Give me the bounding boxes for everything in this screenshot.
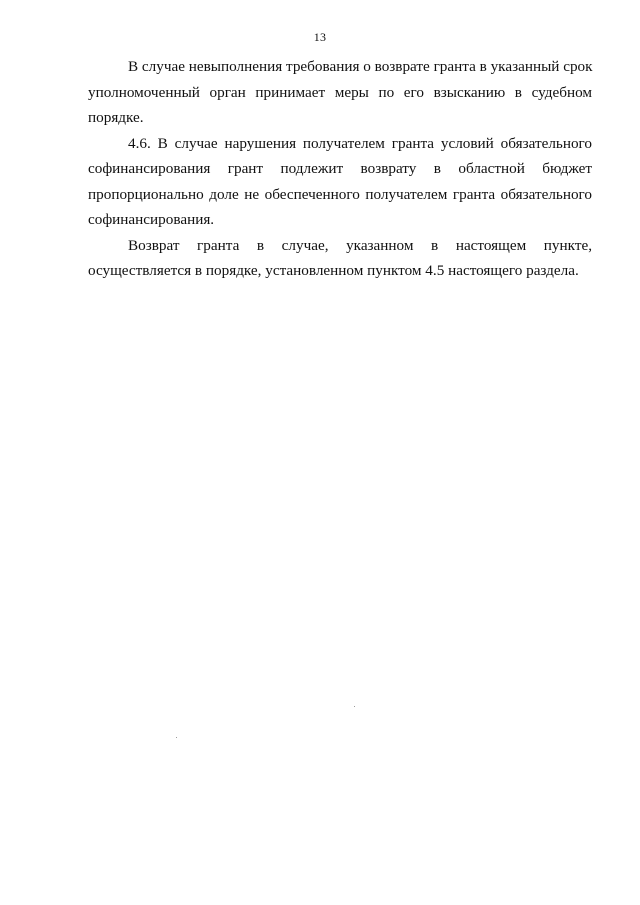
text-line: В случае невыполнения требования о возврате гранта в указанный срок	[128, 58, 593, 75]
paragraph-grant-recovery	[88, 54, 592, 131]
scan-speck	[354, 706, 355, 707]
text-line: пропорционально доле не обеспеченного получателем гранта обязательного	[88, 185, 592, 203]
text-line: софинансирования грант подлежит возврату в областной бюджет	[88, 160, 592, 177]
page-number: 13	[313, 30, 327, 44]
text-line: порядке.	[88, 109, 144, 126]
text-line: софинансирования.	[88, 211, 215, 228]
text-line: уполномоченный орган принимает меры по его взысканию в судебном	[88, 83, 592, 101]
paragraph-4-6	[88, 131, 592, 233]
text-line: осуществляется в порядке, установленном пунктом 4.5 настоящего раздела.	[88, 262, 579, 279]
text-line: Возврат гранта в случае, указанном в настоящем пункте,	[128, 236, 592, 254]
scan-speck	[176, 737, 177, 738]
text-line: 4.6. В случае нарушения получателем гранта условий обязательного	[128, 134, 592, 152]
document-body	[88, 54, 592, 284]
paragraph-return-procedure	[88, 233, 592, 284]
